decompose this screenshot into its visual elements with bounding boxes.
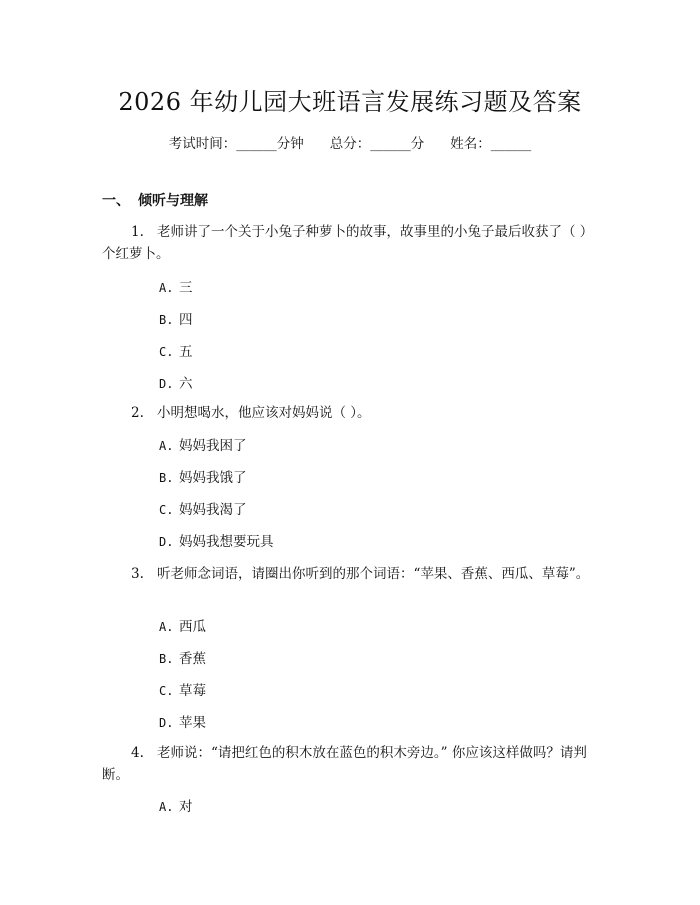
option-1d — [159, 372, 193, 392]
question-text: 听老师念词语，请圈出你听到的那个词语：“苹果、香蕉、西瓜、草莓”。 — [157, 566, 590, 582]
section-number: 一、 — [102, 193, 130, 209]
time-blank: ______分钟 — [236, 136, 304, 152]
score-label: 总分： — [329, 136, 371, 152]
option-text: 香蕉 — [179, 651, 206, 667]
option-letter: D. — [159, 377, 174, 391]
section-heading — [102, 190, 208, 210]
option-1b — [159, 308, 193, 328]
option-1a — [159, 276, 193, 296]
option-letter: D. — [159, 535, 174, 549]
question-number: 2. — [131, 405, 144, 421]
page-title: 2026 年幼儿园大班语言发展练习题及答案 — [118, 88, 582, 116]
option-text: 五 — [179, 344, 193, 360]
name-label: 姓名： — [450, 136, 491, 152]
option-text: 妈妈我困了 — [179, 438, 247, 454]
option-3a — [159, 615, 206, 635]
question-number: 3. — [131, 566, 144, 582]
question-number: 1. — [131, 224, 144, 240]
option-letter: D. — [159, 716, 174, 730]
section-title: 倾听与理解 — [138, 193, 208, 209]
option-text: 草莓 — [179, 683, 206, 699]
option-text: 六 — [179, 376, 193, 392]
question-4 — [102, 742, 592, 786]
option-letter: C. — [159, 503, 174, 517]
name-blank: ______ — [490, 136, 532, 152]
option-text: 妈妈我饿了 — [179, 470, 247, 486]
option-3c — [159, 679, 206, 699]
option-letter: B. — [159, 471, 174, 485]
option-letter: B. — [159, 652, 174, 666]
question-text: 小明想喝水，他应该对妈妈说（ ）。 — [157, 405, 371, 421]
option-text: 西瓜 — [179, 619, 206, 635]
option-2d — [159, 530, 274, 550]
question-1 — [102, 221, 592, 265]
question-2 — [102, 402, 592, 424]
option-text: 对 — [179, 799, 193, 815]
question-number: 4. — [131, 745, 144, 761]
option-letter: A. — [159, 281, 174, 295]
option-letter: C. — [159, 345, 174, 359]
option-2c — [159, 498, 247, 518]
option-3b — [159, 647, 206, 667]
score-blank: ______分 — [370, 136, 425, 152]
option-3d — [159, 711, 206, 731]
option-text: 苹果 — [179, 715, 206, 731]
option-text: 妈妈我渴了 — [179, 502, 247, 518]
option-4a — [159, 795, 193, 815]
time-label: 考试时间： — [168, 136, 237, 152]
option-1c — [159, 340, 193, 360]
question-text: 老师讲了一个关于小兔子种萝卜的故事，故事里的小兔子最后收获了（ ）个红萝卜。 — [102, 224, 587, 262]
option-letter: B. — [159, 313, 174, 327]
option-letter: A. — [159, 620, 174, 634]
question-3 — [102, 563, 592, 585]
option-text: 三 — [179, 280, 193, 296]
option-letter: A. — [159, 800, 174, 814]
option-2b — [159, 466, 247, 486]
option-letter: A. — [159, 439, 174, 453]
option-2a — [159, 434, 247, 454]
option-text: 四 — [179, 312, 193, 328]
option-text: 妈妈我想要玩具 — [179, 534, 274, 550]
option-letter: C. — [159, 684, 174, 698]
question-text: 老师说：“请把红色的积木放在蓝色的积木旁边。” 你应该这样做吗？请判断。 — [102, 745, 587, 783]
exam-meta — [0, 132, 700, 152]
